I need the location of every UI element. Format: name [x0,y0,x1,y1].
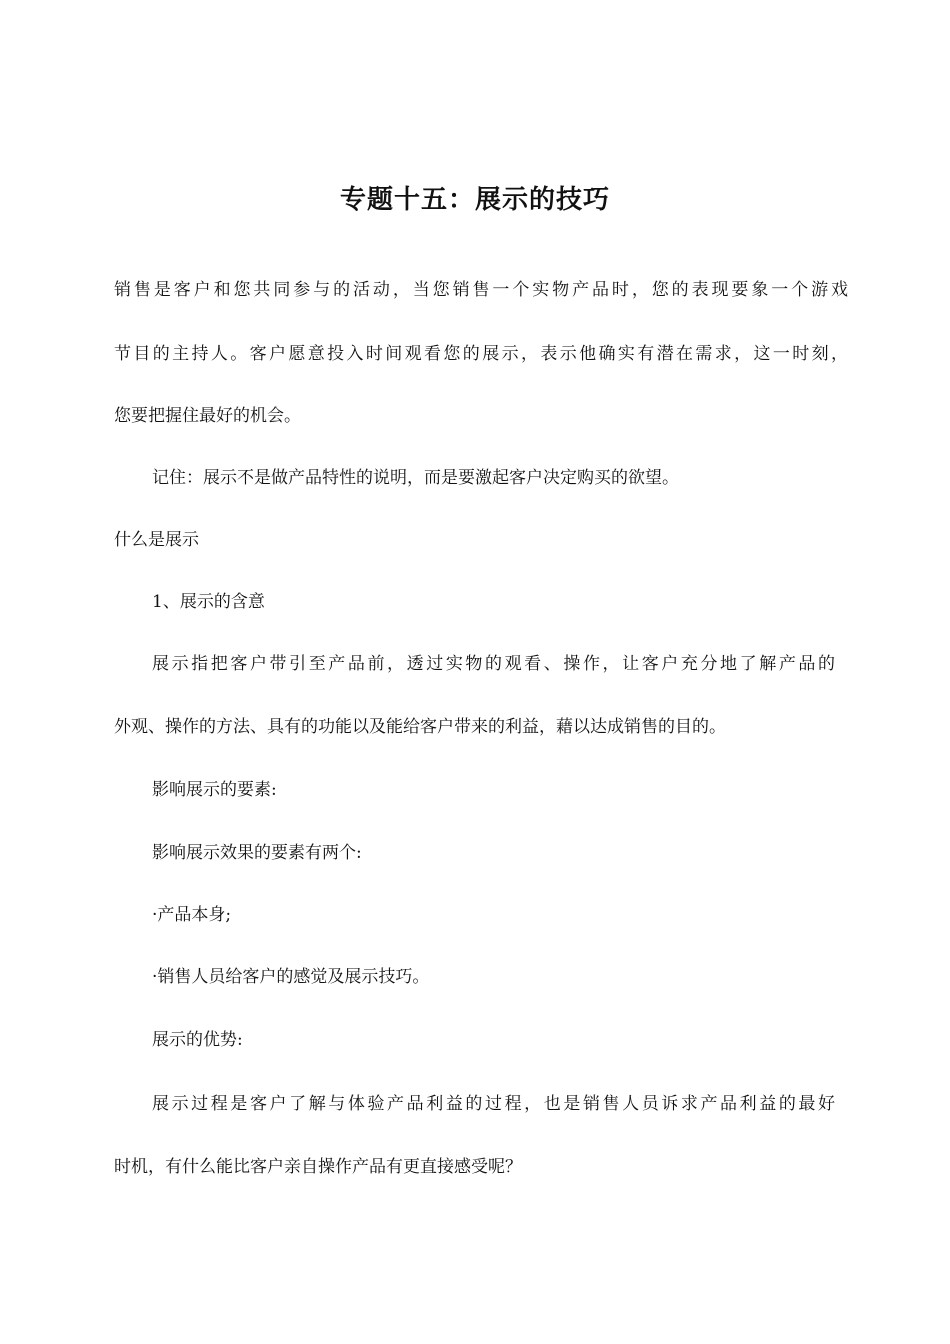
paragraph-line: 展示的优势: [152,1030,243,1050]
paragraph-line: 影响展示效果的要素有两个: [152,843,362,863]
paragraph-line: 记住：展示不是做产品特性的说明，而是要激起客户决定购买的欲望。 [152,468,679,488]
subsection-heading: 1、展示的含意 [152,592,265,612]
list-item: ·销售人员给客户的感觉及展示技巧。 [152,967,430,987]
paragraph-line: 外观、操作的方法、具有的功能以及能给客户带来的利益，藉以达成销售的目的。 [114,717,726,737]
paragraph-line: 展示过程是客户了解与体验产品利益的过程，也是销售人员诉求产品利益的最好 [152,1094,835,1114]
section-heading: 什么是展示 [114,530,199,550]
list-item: ·产品本身; [152,905,232,925]
paragraph-line: 节目的主持人。客户愿意投入时间观看您的展示，表示他确实有潜在需求，这一时刻， [114,344,848,364]
page-title: 专题十五：展示的技巧 [339,185,610,215]
paragraph-line: 销售是客户和您共同参与的活动，当您销售一个实物产品时，您的表现要象一个游戏 [114,280,848,300]
paragraph-line: 影响展示的要素: [152,780,277,800]
paragraph-line: 时机，有什么能比客户亲自操作产品有更直接感受呢？ [114,1157,522,1177]
paragraph-line: 展示指把客户带引至产品前，透过实物的观看、操作，让客户充分地了解产品的 [152,654,835,674]
paragraph-line: 您要把握住最好的机会。 [114,406,301,426]
